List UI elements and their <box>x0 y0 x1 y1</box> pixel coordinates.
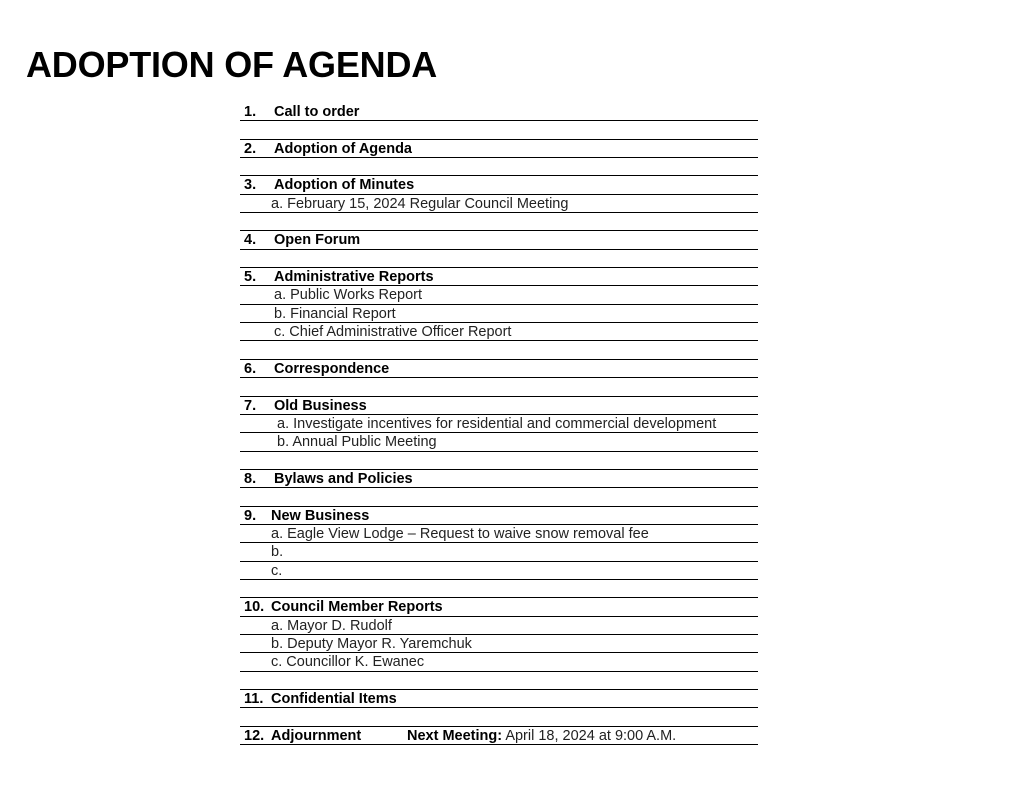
sub-item-text: c. Chief Administrative Officer Report <box>274 324 512 341</box>
sub-item-text: a. Investigate incentives for residential and commercial development <box>277 415 717 432</box>
sub-item <box>240 635 758 653</box>
item-number: 1. <box>244 104 257 120</box>
item-title: Open Forum <box>274 232 361 249</box>
sub-item <box>240 323 758 341</box>
sub-item-text: a. Eagle View Lodge – Request to waive snow removal fee <box>271 525 649 542</box>
page-title: ADOPTION OF AGENDA <box>26 44 438 85</box>
sub-item-text: b. <box>271 544 284 561</box>
item-title: Call to order <box>274 104 360 120</box>
agenda-item-2 <box>240 140 758 158</box>
item-title: Confidential Items <box>271 691 397 707</box>
sub-item-text: a. Public Works Report <box>274 287 423 304</box>
sub-item <box>240 525 758 543</box>
spacer-row <box>240 250 758 268</box>
item-number: 11. <box>244 691 264 707</box>
agenda-item-3 <box>240 176 758 194</box>
next-meeting <box>407 728 676 745</box>
spacer-row <box>240 378 758 396</box>
sub-item <box>240 415 758 433</box>
item-number: 6. <box>244 360 257 377</box>
spacer-row <box>240 341 758 359</box>
agenda-item-1 <box>240 103 758 121</box>
item-title: Administrative Reports <box>274 269 434 286</box>
item-title: Old Business <box>274 397 367 414</box>
agenda-item-6 <box>240 360 758 378</box>
agenda-item-8 <box>240 470 758 488</box>
agenda-item-7 <box>240 397 758 415</box>
item-number: 2. <box>244 140 257 157</box>
item-number: 9. <box>244 507 257 524</box>
sub-item <box>240 195 758 213</box>
item-number: 10. <box>244 599 265 616</box>
item-title: Bylaws and Policies <box>274 470 413 487</box>
item-title: Correspondence <box>274 360 390 377</box>
sub-item <box>240 562 758 580</box>
sub-item <box>240 543 758 561</box>
sub-item-text: c. <box>271 562 283 579</box>
agenda-item-5 <box>240 268 758 286</box>
item-title: Adjournment <box>271 727 362 744</box>
agenda-item-9 <box>240 507 758 525</box>
agenda-item-12 <box>240 727 758 745</box>
agenda-item-4 <box>240 231 758 249</box>
item-title: Council Member Reports <box>271 599 443 616</box>
sub-item <box>240 286 758 304</box>
spacer-row <box>240 158 758 176</box>
spacer-row <box>240 121 758 139</box>
sub-item <box>240 433 758 451</box>
sub-item-text: a. February 15, 2024 Regular Council Meeting <box>271 195 569 212</box>
sub-item <box>240 305 758 323</box>
agenda-list <box>240 103 758 745</box>
item-number: 4. <box>244 232 257 249</box>
sub-item-text: b. Deputy Mayor R. Yaremchuk <box>271 635 472 652</box>
spacer-row <box>240 708 758 726</box>
spacer-row <box>240 213 758 231</box>
spacer-row <box>240 488 758 506</box>
item-number: 8. <box>244 470 257 487</box>
spacer-row <box>240 672 758 690</box>
item-title: Adoption of Minutes <box>274 177 415 194</box>
spacer-row <box>240 580 758 598</box>
sub-item-text: a. Mayor D. Rudolf <box>271 617 392 634</box>
next-meeting-value: April 18, 2024 at 9:00 A.M. <box>505 727 677 744</box>
item-number: 12. <box>244 727 265 744</box>
sub-item-text: b. Annual Public Meeting <box>277 434 437 451</box>
item-number: 3. <box>244 177 257 194</box>
item-title: New Business <box>271 507 370 524</box>
agenda-item-11 <box>240 690 758 708</box>
next-meeting-label: Next Meeting: <box>407 727 503 744</box>
sub-item-text: c. Councillor K. Ewanec <box>271 654 425 671</box>
sub-item <box>240 653 758 671</box>
sub-item <box>240 617 758 635</box>
sub-item-text: b. Financial Report <box>274 305 396 322</box>
item-number: 7. <box>244 397 257 414</box>
item-title: Adoption of Agenda <box>274 140 412 157</box>
spacer-row <box>240 452 758 470</box>
agenda-item-10 <box>240 598 758 616</box>
item-number: 5. <box>244 269 257 286</box>
